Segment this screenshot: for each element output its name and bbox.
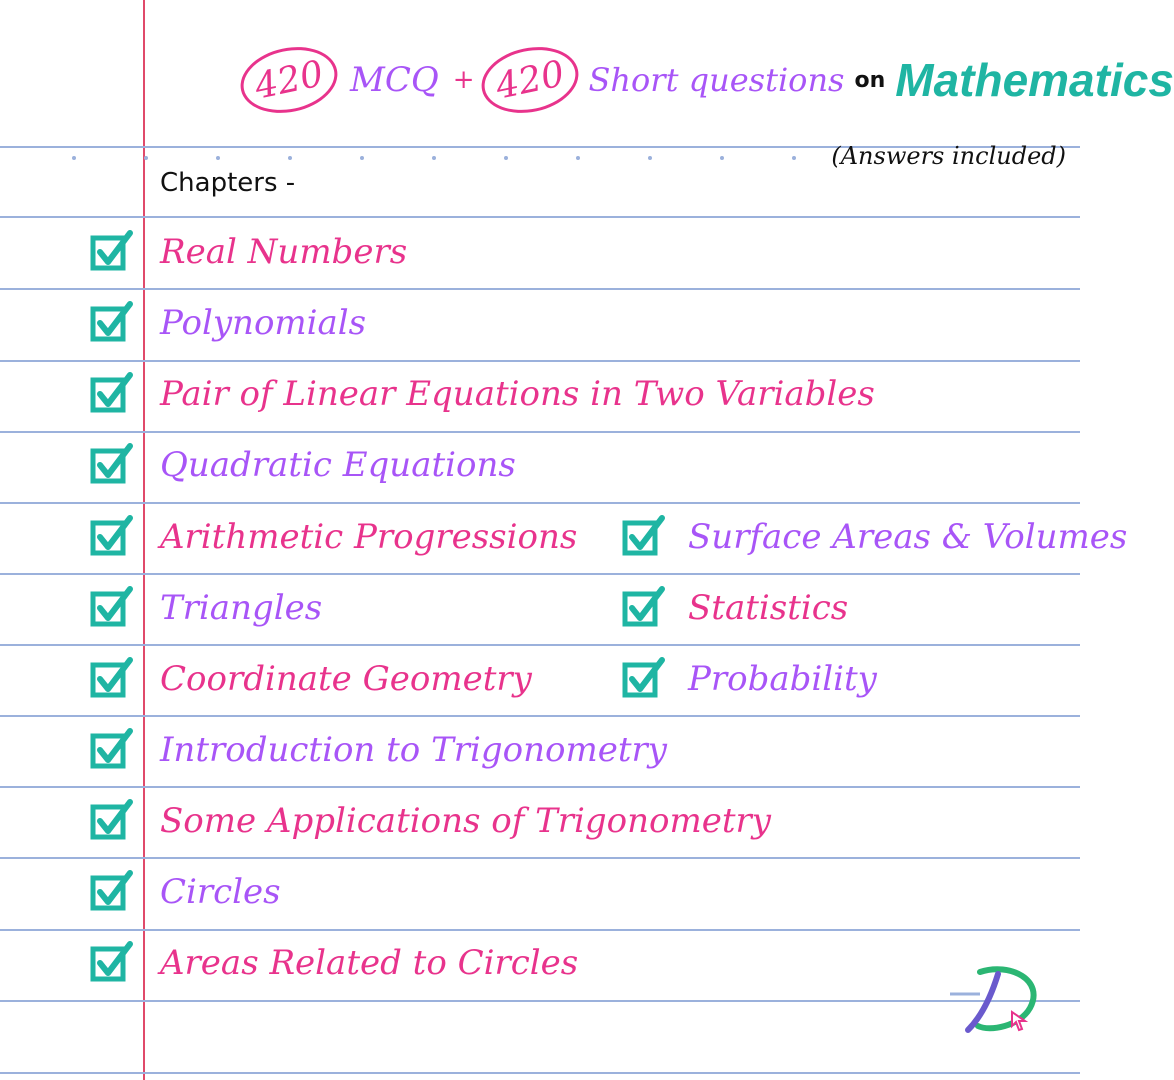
- subject-label: Mathematics: [895, 54, 1174, 106]
- checkbox-checked-icon: [622, 586, 666, 630]
- checkbox-checked-icon: [90, 443, 134, 487]
- ruled-line: [0, 786, 1080, 788]
- checkbox-checked-icon: [90, 870, 134, 914]
- chapter-item: [90, 507, 577, 567]
- ruled-line: [0, 1000, 1080, 1002]
- chapter-label: Pair of Linear Equations in Two Variables: [160, 374, 875, 414]
- chapter-item: [622, 578, 848, 638]
- ruled-line: [0, 1072, 1080, 1074]
- checkbox-checked-icon: [622, 515, 666, 559]
- answers-note: (Answers included): [831, 142, 1066, 170]
- chapter-label: Statistics: [688, 588, 849, 628]
- chapter-label: Surface Areas & Volumes: [688, 517, 1128, 557]
- checkbox-checked-icon: [90, 586, 134, 630]
- chapter-item: [622, 507, 1127, 567]
- checkbox-checked-icon: [90, 657, 134, 701]
- chapter-label: Some Applications of Trigonometry: [160, 801, 771, 841]
- mcq-count-badge: 420: [234, 39, 343, 122]
- guide-dot: [792, 156, 796, 160]
- mcq-label: MCQ: [350, 60, 439, 100]
- ruled-line: [0, 929, 1080, 931]
- ruled-line: [0, 431, 1080, 433]
- on-label: on: [854, 67, 886, 93]
- brand-logo-icon: [950, 960, 1050, 1040]
- chapter-label: Real Numbers: [160, 232, 408, 272]
- checkbox-checked-icon: [90, 301, 134, 345]
- chapter-item: [90, 222, 407, 282]
- chapter-item: [90, 578, 322, 638]
- chapter-label: Circles: [160, 872, 281, 912]
- ruled-line: [0, 644, 1080, 646]
- chapter-label: Triangles: [160, 588, 323, 628]
- chapter-item: [90, 293, 366, 353]
- chapter-item: [90, 364, 875, 424]
- guide-dot: [720, 156, 724, 160]
- chapter-item: [90, 862, 281, 922]
- checkbox-checked-icon: [90, 372, 134, 416]
- chapter-label: Areas Related to Circles: [160, 943, 579, 983]
- guide-dot: [504, 156, 508, 160]
- guide-dot: [72, 156, 76, 160]
- ruled-line: [0, 573, 1080, 575]
- guide-dot: [288, 156, 292, 160]
- chapter-label: Introduction to Trigonometry: [160, 730, 667, 770]
- chapter-item: [622, 649, 877, 709]
- ruled-line: [0, 857, 1080, 859]
- chapter-item: [90, 649, 532, 709]
- short-count-badge: 420: [475, 39, 584, 122]
- guide-dot: [576, 156, 580, 160]
- chapter-item: [90, 933, 578, 993]
- checkbox-checked-icon: [90, 728, 134, 772]
- chapter-label: Coordinate Geometry: [160, 659, 532, 699]
- ruled-line: [0, 216, 1080, 218]
- page-title: [240, 38, 1174, 122]
- chapter-item: [90, 791, 771, 851]
- checkbox-checked-icon: [90, 230, 134, 274]
- chapter-label: Probability: [688, 659, 877, 699]
- chapter-label: Polynomials: [160, 303, 367, 343]
- plus-sign: +: [452, 65, 475, 95]
- chapters-heading: Chapters -: [160, 168, 296, 198]
- ruled-line: [0, 715, 1080, 717]
- guide-dot: [144, 156, 148, 160]
- chapter-label: Arithmetic Progressions: [160, 517, 578, 557]
- chapter-label: Quadratic Equations: [160, 445, 516, 485]
- checkbox-checked-icon: [90, 799, 134, 843]
- short-questions-label: Short questions: [588, 61, 845, 99]
- guide-dot: [648, 156, 652, 160]
- ruled-line: [0, 502, 1080, 504]
- checkbox-checked-icon: [90, 941, 134, 985]
- guide-dot: [432, 156, 436, 160]
- checkbox-checked-icon: [622, 657, 666, 701]
- guide-dot: [216, 156, 220, 160]
- chapter-item: [90, 435, 516, 495]
- guide-dot: [360, 156, 364, 160]
- ruled-line: [0, 360, 1080, 362]
- chapter-item: [90, 720, 667, 780]
- checkbox-checked-icon: [90, 515, 134, 559]
- ruled-line: [0, 288, 1080, 290]
